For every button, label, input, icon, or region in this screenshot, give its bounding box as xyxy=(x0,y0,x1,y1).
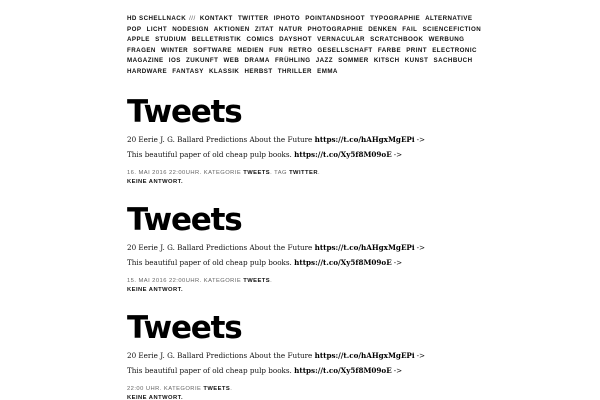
tweet-text: This beautiful paper of old cheap pulp books. xyxy=(127,258,292,267)
tweet-text: This beautiful paper of old cheap pulp books. xyxy=(127,366,292,375)
post-title[interactable]: Tweets xyxy=(127,310,242,346)
nav-link-frühling[interactable]: FRÜHLING xyxy=(274,57,311,64)
nav-separator: /// xyxy=(189,15,196,22)
tweet-text: 20 Eerie J. G. Ballard Predictions About the Future xyxy=(127,135,313,144)
nav-link-scratchbook[interactable]: SCRATCHBOOK xyxy=(370,36,424,43)
nav-link-print[interactable]: PRINT xyxy=(406,46,428,54)
tweet-url-link[interactable]: https://t.co/Xy5f8M09oE xyxy=(294,150,392,159)
nav-link-alternative[interactable]: ALTERNATIVE xyxy=(425,15,473,22)
nav-link-software[interactable]: SOFTWARE xyxy=(193,46,232,54)
comments-link[interactable]: KEINE ANTWORT. xyxy=(127,179,184,185)
post-date: 16. MAI 2016 22:00 xyxy=(127,170,186,176)
comments-link[interactable]: KEINE ANTWORT. xyxy=(127,395,184,400)
nav-link-twitter[interactable]: TWITTER xyxy=(237,15,269,22)
tweet-text: This beautiful paper of old cheap pulp books. xyxy=(127,150,292,159)
tweet-url-link[interactable]: https://t.co/hAHgxMgEPi xyxy=(314,135,415,144)
nav-link-werbung[interactable]: WERBUNG xyxy=(428,36,465,43)
nav-link-winter[interactable]: WINTER xyxy=(161,46,189,54)
post-meta: 22:00 UHR. KATEGORIE TWEETS. xyxy=(127,386,233,392)
nav-link-ios[interactable]: IOS xyxy=(168,57,181,64)
post-meta: 16. MAI 2016 22:00UHR. KATEGORIE TWEETS. TAG TWITTER. xyxy=(127,170,321,176)
category-label: KATEGORIE xyxy=(203,278,242,284)
post xyxy=(127,95,527,187)
nav-link-thriller[interactable]: THRILLER xyxy=(277,67,312,75)
nav-items xyxy=(127,15,484,75)
tweet-url-link[interactable]: https://t.co/Xy5f8M09oE xyxy=(294,258,392,267)
arrow: -> xyxy=(393,258,403,267)
nav-link-electronic[interactable]: ELECTRONIC xyxy=(432,46,477,54)
tweet-line xyxy=(127,150,527,160)
nav-link-emma[interactable]: EMMA xyxy=(317,67,338,75)
nav-link-drama[interactable]: DRAMA xyxy=(244,57,270,64)
tweet-line xyxy=(127,258,527,268)
arrow: -> xyxy=(393,366,403,375)
tweet-line xyxy=(127,366,527,376)
post-title[interactable]: Tweets xyxy=(127,94,242,130)
post-title[interactable]: Tweets xyxy=(127,202,242,238)
nav-link-zukunft[interactable]: ZUKUNFT xyxy=(185,57,219,64)
tweet-line xyxy=(127,351,527,361)
category-label: KATEGORIE xyxy=(203,170,242,176)
nav-link-fantasy[interactable]: FANTASY xyxy=(172,67,204,75)
nav-link-sommer[interactable]: SOMMER xyxy=(338,57,369,64)
nav-link-hardware[interactable]: HARDWARE xyxy=(127,67,168,75)
nav-link-jazz[interactable]: JAZZ xyxy=(315,57,333,64)
post-date: 15. MAI 2016 22:00 xyxy=(127,278,186,284)
nav-link-photographie[interactable]: PHOTOGRAPHIE xyxy=(307,25,364,33)
nav-link-aktionen[interactable]: AKTIONEN xyxy=(213,25,250,33)
nav-link-gesellschaft[interactable]: GESELLSCHAFT xyxy=(317,46,373,54)
tweet-text: 20 Eerie J. G. Ballard Predictions About the Future xyxy=(127,243,313,252)
nav-link-herbst[interactable]: HERBST xyxy=(244,67,273,75)
nav-link-farbe[interactable]: FARBE xyxy=(377,46,402,54)
nav-link-denken[interactable]: DENKEN xyxy=(368,25,398,33)
tweet-url-link[interactable]: https://t.co/Xy5f8M09oE xyxy=(294,366,392,375)
category-nav xyxy=(127,14,487,77)
nav-link-dayshot[interactable]: DAYSHOT xyxy=(279,36,312,43)
post xyxy=(127,311,527,400)
nav-link-retro[interactable]: RETRO xyxy=(288,46,313,54)
nav-link-fail[interactable]: FAIL xyxy=(402,25,418,33)
nav-link-natur[interactable]: NATUR xyxy=(278,25,303,33)
time-suffix: UHR. xyxy=(185,278,202,284)
nav-link-sachbuch[interactable]: SACHBUCH xyxy=(433,57,473,64)
tweet-url-link[interactable]: https://t.co/hAHgxMgEPi xyxy=(314,243,415,252)
tag-link[interactable]: TWITTER xyxy=(289,170,318,176)
time-suffix: UHR. xyxy=(185,170,202,176)
nav-link-comics[interactable]: COMICS xyxy=(246,36,274,43)
site-title-link[interactable]: HD SCHELLNACK xyxy=(127,15,187,22)
nav-link-nodesign[interactable]: NODESIGN xyxy=(172,25,209,33)
nav-link-fun[interactable]: FUN xyxy=(269,46,284,54)
nav-link-belletristik[interactable]: BELLETRISTIK xyxy=(191,36,242,43)
nav-link-magazine[interactable]: MAGAZINE xyxy=(127,57,164,64)
nav-link-apple[interactable]: APPLE xyxy=(127,36,150,43)
time-suffix: UHR. xyxy=(145,386,162,392)
nav-link-pop[interactable]: POP xyxy=(127,25,142,33)
nav-link-klassik[interactable]: KLASSIK xyxy=(208,67,240,75)
nav-link-medien[interactable]: MEDIEN xyxy=(237,46,264,54)
nav-link-vernacular[interactable]: VERNACULAR xyxy=(317,36,365,43)
category-link[interactable]: TWEETS xyxy=(203,386,231,392)
arrow: -> xyxy=(416,351,426,360)
tweet-line xyxy=(127,135,527,145)
tag-label: TAG xyxy=(274,170,287,176)
nav-link-studium[interactable]: STUDIUM xyxy=(155,36,187,43)
nav-link-licht[interactable]: LICHT xyxy=(146,25,168,33)
post xyxy=(127,203,527,295)
nav-link-typographie[interactable]: TYPOGRAPHIE xyxy=(370,15,421,22)
nav-link-pointandshoot[interactable]: POINTANDSHOOT xyxy=(305,15,365,22)
nav-link-fragen[interactable]: FRAGEN xyxy=(127,46,156,54)
tweet-line xyxy=(127,243,527,253)
nav-link-zitat[interactable]: ZITAT xyxy=(254,25,274,33)
nav-link-web[interactable]: WEB xyxy=(223,57,240,64)
category-link[interactable]: TWEETS xyxy=(243,278,271,284)
post-date: 22:00 xyxy=(127,386,144,392)
category-label: KATEGORIE xyxy=(163,386,202,392)
arrow: -> xyxy=(416,135,426,144)
category-link[interactable]: TWEETS xyxy=(243,170,271,176)
nav-link-iphoto[interactable]: IPHOTO xyxy=(273,15,301,22)
arrow: -> xyxy=(393,150,403,159)
nav-link-kunst[interactable]: KUNST xyxy=(404,57,429,64)
comments-link[interactable]: KEINE ANTWORT. xyxy=(127,287,184,293)
nav-link-kontakt[interactable]: KONTAKT xyxy=(199,15,233,22)
nav-link-kitsch[interactable]: KITSCH xyxy=(373,57,400,64)
tweet-url-link[interactable]: https://t.co/hAHgxMgEPi xyxy=(314,351,415,360)
post-meta: 15. MAI 2016 22:00UHR. KATEGORIE TWEETS. xyxy=(127,278,273,284)
tweet-text: 20 Eerie J. G. Ballard Predictions About the Future xyxy=(127,351,313,360)
nav-link-sciencefiction[interactable]: SCIENCEFICTION xyxy=(422,25,482,33)
arrow: -> xyxy=(416,243,426,252)
